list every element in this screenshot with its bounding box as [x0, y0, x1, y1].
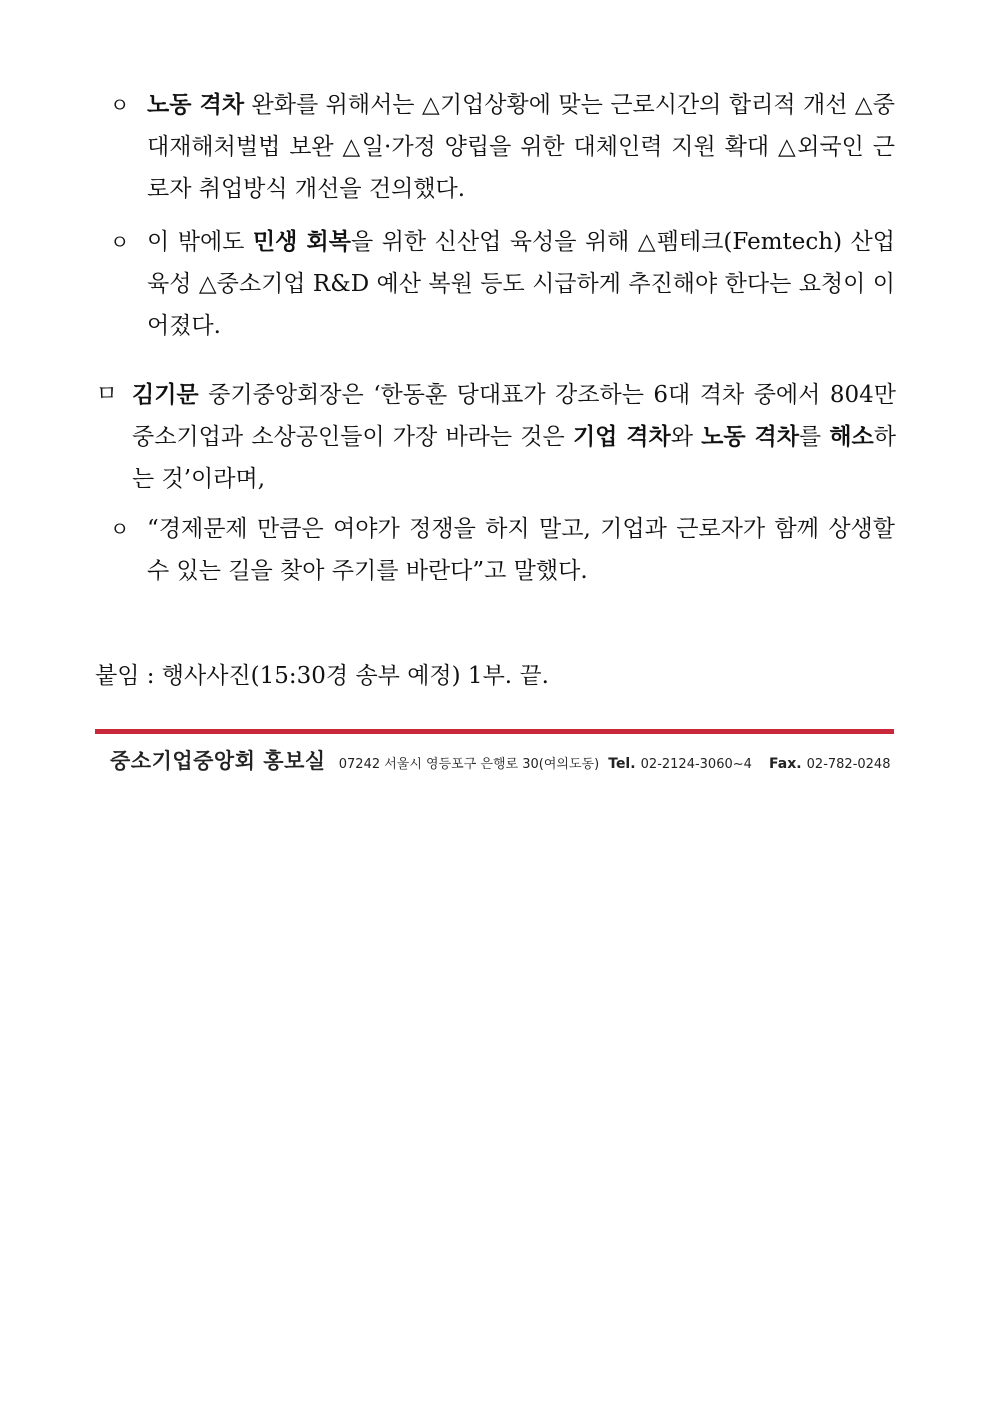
- paragraph-text: 이 밖에도: [147, 229, 253, 255]
- paragraph-text: 완화를 위해서는 △기업상황에 맞는 근로시간의 합리적 개선 △중대재해처벌법 보완 △일·가정 양립을 위한 대체인력 지원 확대 △외국인 근로자 취업방식 개선을 건의했다.: [147, 92, 895, 202]
- sub-bullet-marker: ㅇ: [110, 93, 130, 117]
- footer-fax: 02-782-0248: [806, 757, 891, 772]
- bold-term: 민생 회복: [252, 229, 351, 255]
- footer-tel-label: Tel.: [608, 756, 636, 772]
- paragraph-text: 중기중앙회장은 ‘한동훈 당대표가 강조하는 6대 격차 중에서 804만 중소기업과 소상공인들이 가장 바라는 것은: [132, 382, 896, 450]
- paragraph-text: “경제문제 만큼은 여야가 정쟁을 하지 말고, 기업과 근로자가 함께 상생할 수 있는 길을 찾아 주기를 바란다”고 말했다.: [147, 516, 895, 584]
- paragraph-text: 와: [670, 424, 702, 450]
- main-bullet-marker: ㅁ: [96, 382, 118, 407]
- paragraph-quote: [147, 508, 895, 592]
- paragraph-livelihood: [147, 221, 895, 347]
- paragraph-text: 하는 것’이라며,: [132, 424, 896, 492]
- bold-term: 노동 격차: [147, 92, 245, 118]
- footer-address: 07242 서울시 영등포구 은행로 30(여의도동): [338, 757, 600, 772]
- footer-divider: [95, 729, 894, 734]
- footer-fax-label: Fax.: [769, 756, 802, 772]
- footer-org-name: 중소기업중앙회 홍보실: [110, 749, 326, 773]
- attachment-note: 붙임 : 행사사진(15:30경 송부 예정) 1부. 끝.: [95, 663, 549, 689]
- sub-bullet-marker: ㅇ: [110, 230, 130, 254]
- sub-bullet-marker: ㅇ: [110, 517, 130, 541]
- paragraph-labor-gap: [147, 84, 895, 210]
- bold-term: 기업 격차: [572, 424, 671, 450]
- bold-term: 노동 격차: [701, 424, 799, 450]
- bold-term: 해소: [829, 424, 874, 450]
- paragraph-chairman-statement: [132, 374, 896, 500]
- paragraph-text: 을 위한 신산업 육성을 위해 △펨테크(Femtech) 산업 육성 △중소기업 R&D 예산 복원 등도 시급하게 추진해야 한다는 요청이 이어졌다.: [147, 229, 895, 339]
- footer: [110, 745, 910, 775]
- paragraph-text: 를: [798, 424, 830, 450]
- footer-tel: 02-2124-3060~4: [640, 757, 752, 772]
- bold-name: 김기문: [132, 382, 199, 408]
